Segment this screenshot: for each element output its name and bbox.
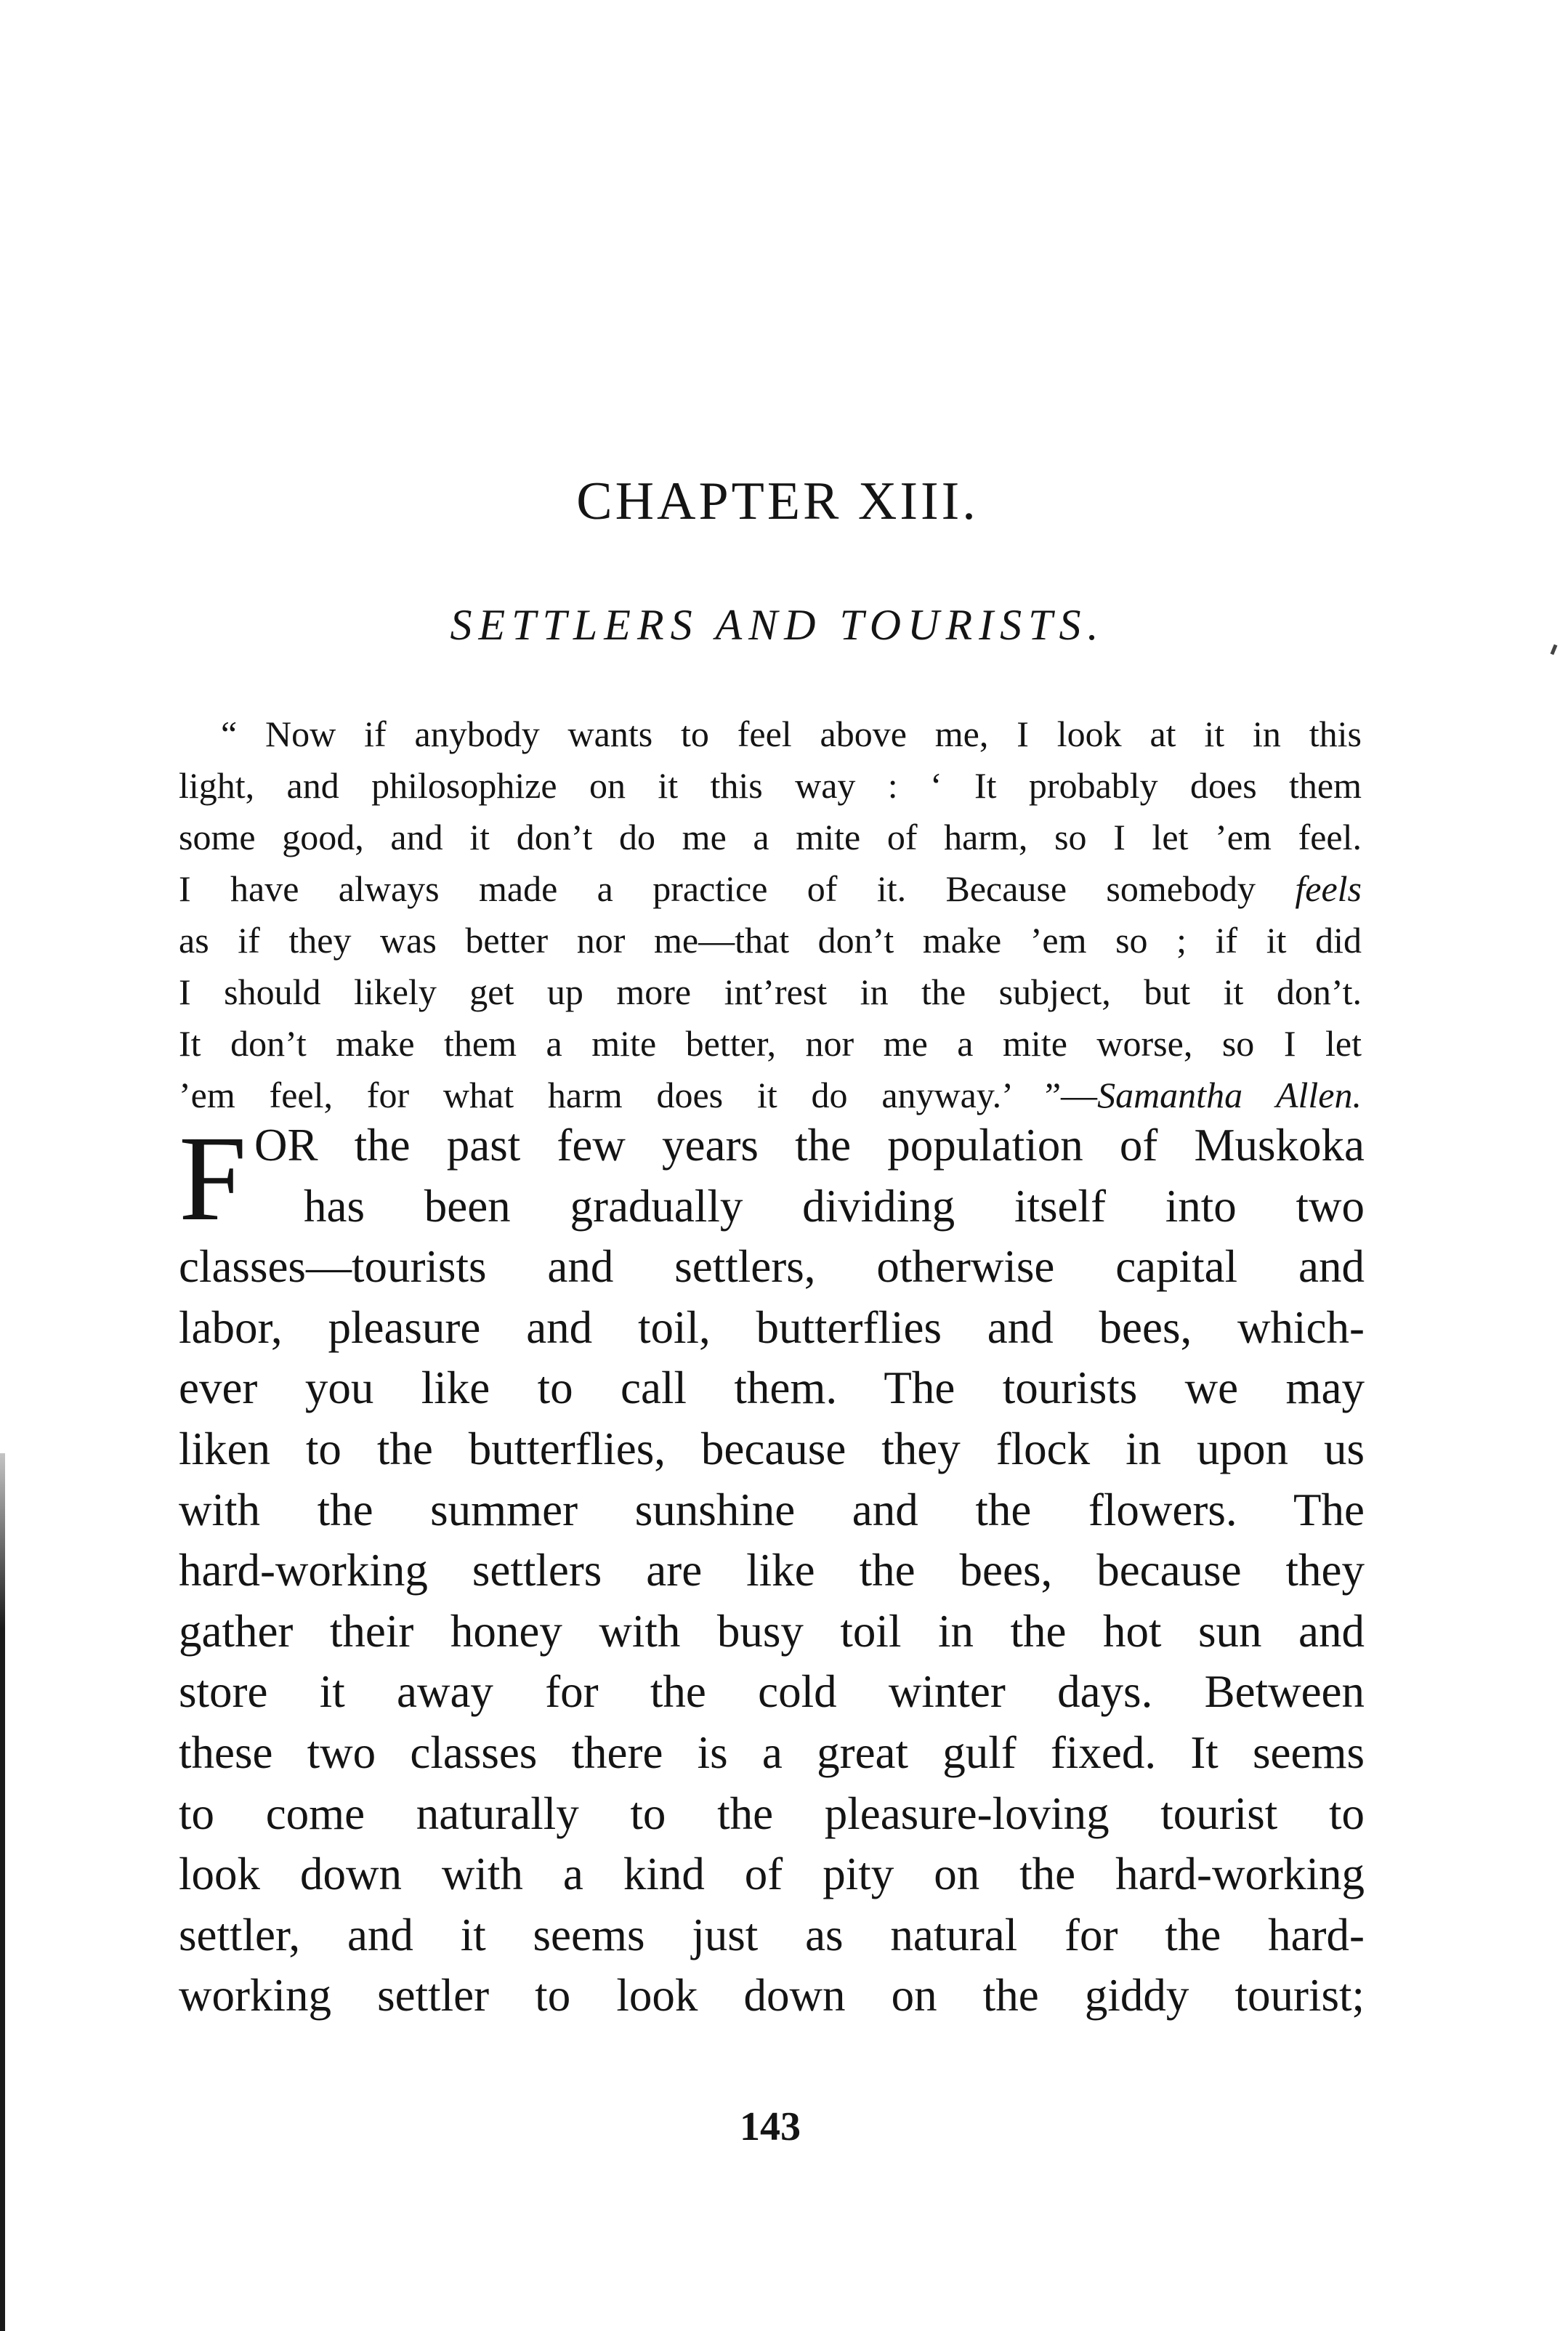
epigraph-line: some good, and it don’t do me a mite of harm, so I let ’em feel. — [179, 817, 1362, 857]
binding-edge-shadow — [0, 1453, 5, 2331]
paragraph-line: liken to the butterflies, because they flock in upon us — [179, 1423, 1365, 1474]
drop-cap-letter: F — [179, 1111, 247, 1246]
scan-speck — [1551, 645, 1558, 655]
chapter-subtitle: SETTLERS AND TOURISTS. — [450, 601, 1105, 649]
paragraph-line: working settler to look down on the giddy tourist; — [179, 1970, 1365, 2021]
paragraph-line: settler, and it seems just as natural for the hard- — [179, 1909, 1365, 1960]
epigraph-line: light, and philosophize on it this way : ‘ It probably does them — [179, 765, 1362, 806]
epigraph-attribution: Samantha Allen. — [1097, 1075, 1362, 1115]
paragraph-line: OR the past few years the population of Muskoka — [254, 1120, 1365, 1171]
paragraph-line: look down with a kind of pity on the hard-working — [179, 1849, 1365, 1900]
epigraph-line: I should likely get up more int’rest in the subject, but it don’t. — [179, 971, 1362, 1012]
epigraph-line: “ Now if anybody wants to feel above me, I look at it in this — [221, 714, 1362, 754]
paragraph-line: these two classes there is a great gulf fixed. It seems — [179, 1726, 1365, 1778]
paragraph-line: labor, pleasure and toil, butterflies and bees, which- — [179, 1301, 1365, 1353]
paragraph-line: classes—tourists and settlers, otherwise capital and — [179, 1241, 1365, 1293]
body-paragraph — [179, 1111, 1365, 2027]
paragraph-line: has been gradually dividing itself into two — [304, 1180, 1365, 1232]
paragraph-line: gather their honey with busy toil in the hot sun and — [179, 1605, 1365, 1657]
chapter-heading: CHAPTER XIII. — [576, 472, 979, 531]
epigraph-emphasis-word: feels — [1295, 868, 1362, 909]
epigraph-line: as if they was better nor me—that don’t make ’em so ; if it did — [179, 920, 1362, 961]
epigraph-line-with-emphasis — [179, 863, 1362, 915]
paragraph-line: hard-working settlers are like the bees, because they — [179, 1545, 1365, 1596]
paragraph-line: to come naturally to the pleasure-loving tourist to — [179, 1787, 1365, 1839]
paragraph-line: store it away for the cold winter days. Between — [179, 1666, 1365, 1718]
paragraph-line: with the summer sunshine and the flowers. The — [179, 1484, 1365, 1535]
page-number: 143 — [740, 2104, 801, 2149]
epigraph-line-text: I have always made a practice of it. Because somebody — [179, 868, 1256, 909]
paragraph-line: ever you like to call them. The tourists we may — [179, 1362, 1365, 1414]
epigraph-line-text: ’em feel, for what harm does it do anyway.’ ”— — [179, 1075, 1098, 1115]
epigraph-line: It don’t make them a mite better, nor me a mite worse, so I let — [179, 1023, 1362, 1064]
epigraph-quote — [179, 708, 1362, 1121]
epigraph-line-with-attribution — [179, 1070, 1362, 1121]
